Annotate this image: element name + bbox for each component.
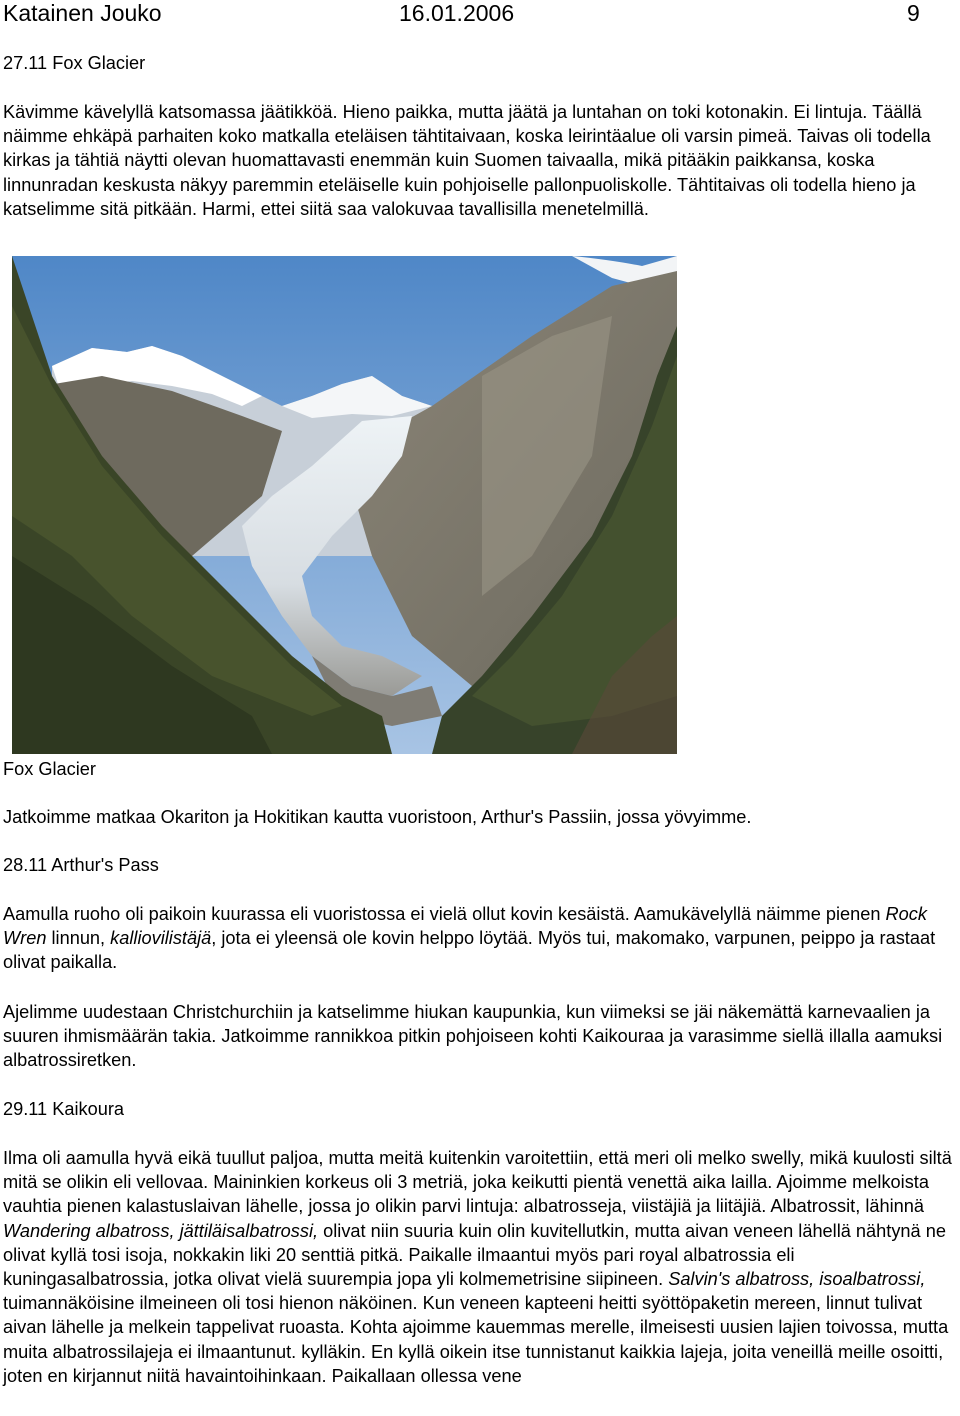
page-header — [3, 0, 957, 26]
header-page-number: 9 — [907, 0, 920, 26]
header-author: Katainen Jouko — [3, 0, 162, 26]
species-name-salvins-albatross: Salvin's albatross, isoalbatrossi, — [668, 1269, 926, 1290]
paragraph-arthurs-pass-morning — [3, 902, 957, 975]
text-run: Ilma oli aamulla hyvä eikä tuullut paljoa, mutta meitä kuitenkin varoitettiin, että meri oli melko swelly, mikä kuulosti siltä mitä se olikin eli vellovaa. Maininkien korkeus oli 3 metriä, joka keikutti pientä venettä aika lailla. Ajoimme melkoista vauhtia pienen kalastuslaivan lähelle, jossa jo olikin parvi lintuja: albatrosseja, viistäjiä ja liitäjiä. Albatrossit, lähinnä — [3, 1148, 952, 1217]
section-heading-fox-glacier: 27.11 Fox Glacier — [3, 53, 146, 73]
text-run: olivat niin suuria kuin olin kuvitellutkin, mutta aivan veneen lähellä nähtynä ne olivat kyllä tosi isoja, nokkakin liki 20 senttiä pitkä. Paikalle ilmaantui myös pari royal albatrossia eli kuningasalbatrossia, jotka olivat vielä suurempia jopa yli kolmemetrisine siipineen. — [3, 1220, 946, 1290]
fox-glacier-photo — [12, 256, 677, 754]
species-name-english: Rock Wren — [3, 904, 927, 949]
photo-caption: Fox Glacier — [3, 759, 96, 779]
species-name-finnish: kalliovilistäjä — [110, 928, 212, 949]
text-run: tuimannäköisine ilmeineen oli tosi hienon näköinen. Kun veneen kapteeni heitti syöttöpaketin mereen, linnut tulivat aivan lähelle ja melkein tappelivat ruoasta. Kohta ajoimme kauemmas merelle, ilmeisesti uusien lajien toivossa, mutta muita albatrossilajeja ei ilmaantunut. kylläkin. En kyllä oikein itse tunnistanut kaikkia lajeja, joita veneillä meille osoitti, joten en kirjannut niitä havaintoihinkaan. Paikallaan ollessa vene — [3, 1293, 949, 1386]
paragraph-fox-glacier: Kävimme kävelyllä katsomassa jäätikköä. Hieno paikka, mutta jäätä ja luntahan on toki kotonakin. Ei lintuja. Täällä näimme ehkäpä parhaiten koko matkalla eteläisen tähtitaivaan, koska leirintäalue oli varsin pimeä. Taivas oli todella kirkas ja tähtiä näytti olevan huomattavasti enemmän kuin Suomen taivaalla, mikä pitääkin paikkansa, koska linnunradan keskusta näkyy paremmin eteläiselle kuin pohjoiselle pallonpuoliskolle. Tähtitaivas oli todella hieno ja katselimme sitä pitkään. Harmi, ettei siitä saa valokuvaa tavallisilla menetelmillä. — [3, 102, 931, 219]
paragraph-christchurch: Ajelimme uudestaan Christchurchiin ja katselimme hiukan kaupunkia, kun viimeksi se jäi näkemättä karnevaalien ja suuren ihmismäärän takia. Jatkoimme rannikkoa pitkin pohjoiseen kohti Kaikouraa ja varasimme siellä illalla aamuksi albatrossiretken. — [3, 1002, 943, 1071]
text-run: Aamulla ruoho oli paikoin kuurassa eli vuoristossa ei vielä ollut kovin kesäistä. Aamukävelyllä näimme pienen — [3, 904, 886, 924]
paragraph-kaikoura — [3, 1146, 957, 1388]
species-name-wandering-albatross: Wandering albatross, jättiläisalbatrossi, — [3, 1220, 319, 1241]
text-run: , jota ei yleensä ole kovin helppo löytää. Myös tui, makomako, varpunen, peippo ja rastaat olivat paikalla. — [3, 928, 936, 973]
header-date: 16.01.2006 — [399, 0, 515, 26]
text-run: linnun, — [46, 928, 111, 949]
section-heading-arthurs-pass: 28.11 Arthur's Pass — [3, 855, 159, 875]
section-heading-kaikoura: 29.11 Kaikoura — [3, 1099, 124, 1119]
paragraph-travel-arthurs-pass: Jatkoimme matkaa Okariton ja Hokitikan kautta vuoristoon, Arthur's Passiin, jossa yövyimme. — [3, 807, 752, 827]
